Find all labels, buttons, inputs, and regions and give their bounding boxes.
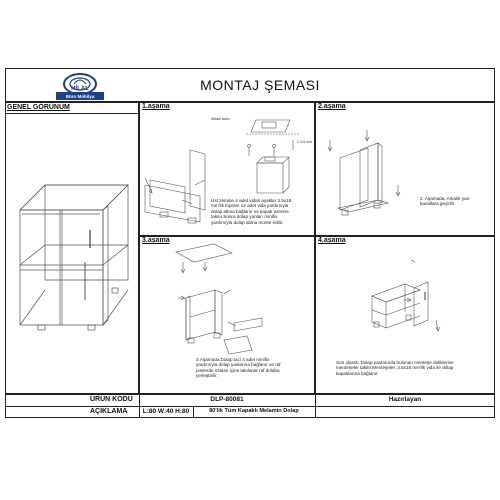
general-view-panel	[5, 102, 139, 394]
stage-2-note-line: 2. Aşamada, Arkalık yan	[420, 196, 470, 201]
prepared-label: Hazırlayan	[388, 396, 422, 403]
stage-3-title: 3.aşama	[142, 237, 170, 244]
product-code-label: ÜRÜN KODU	[90, 396, 133, 403]
stage-1-small-label-1: Alttaki tablo	[211, 117, 230, 121]
stage-3-note-line: yerleştirilir.	[196, 373, 218, 379]
stage-3-note-line: 3.Aşamada,Dolap taci 4 adet minifix	[196, 357, 270, 362]
stage-1-note-line: Üst zemine,4 adet vidalı ayaklar 3.5x18	[211, 198, 292, 203]
stage-1-note-line: yardımıyla dolap altına monte edilir.	[211, 219, 284, 225]
footer-row-divider	[5, 406, 495, 407]
stage-2-panel	[315, 102, 495, 236]
stage-1-note-line: mm'lik topram 12 adet vida yardımıyla	[211, 203, 289, 209]
page-title: MONTAJ ŞEMASI	[200, 77, 320, 93]
stage-1-small-label-2: 1 1/4 mm	[297, 140, 312, 144]
stage-4-notes	[336, 360, 493, 376]
stage-1-note-line: takılır.Sonra dolap yanları minifix	[211, 214, 278, 220]
stage-2-title: 2.aşama	[318, 103, 346, 110]
description-value: 80'lik Tüm Kapaklı Melamin Dolap	[209, 408, 299, 414]
stage-4-note-line: Son olarak; Dolap yanlarında bulunan menteşe deliklerine	[336, 360, 454, 365]
brand-logo	[52, 72, 108, 102]
general-view-underline	[5, 113, 139, 114]
stage-3-notes	[196, 357, 314, 379]
stage-1-notes	[211, 198, 315, 225]
stage-3-note-line: yardımıyla dolap yanlarına bağlanır ve raf	[196, 362, 281, 368]
dimensions-value: L:80 W:40 H:80	[142, 408, 190, 415]
stage-3-note-line: pimlerde özalan içine takılarak raf dolaba	[196, 367, 280, 373]
stage-4-note-line: kapaklarına bağlanır.	[336, 370, 379, 376]
stage-2-notes	[420, 196, 492, 207]
product-code-value: DLP-80081	[210, 396, 244, 403]
logo-text-bottom: Büro Mobilya	[65, 94, 95, 99]
stage-4-title: 4.aşama	[318, 237, 346, 244]
general-view-label: GENEL GÖRÜNÜM	[7, 104, 70, 111]
stage-4-note-line: menteşeler takılır.Menteşeler, 3.5x18 mm'lik vida ile dolap	[336, 365, 454, 371]
logo-text-top: HİLAL	[71, 86, 89, 92]
description-label: AÇIKLAMA	[90, 408, 128, 415]
stage-2-note-line: kanallara geçirilir.	[420, 201, 456, 207]
stage-1-title: 1.aşama	[142, 103, 170, 110]
stage-1-note-line: dolap altına bağlanır ve kapak üzerine	[211, 208, 289, 214]
